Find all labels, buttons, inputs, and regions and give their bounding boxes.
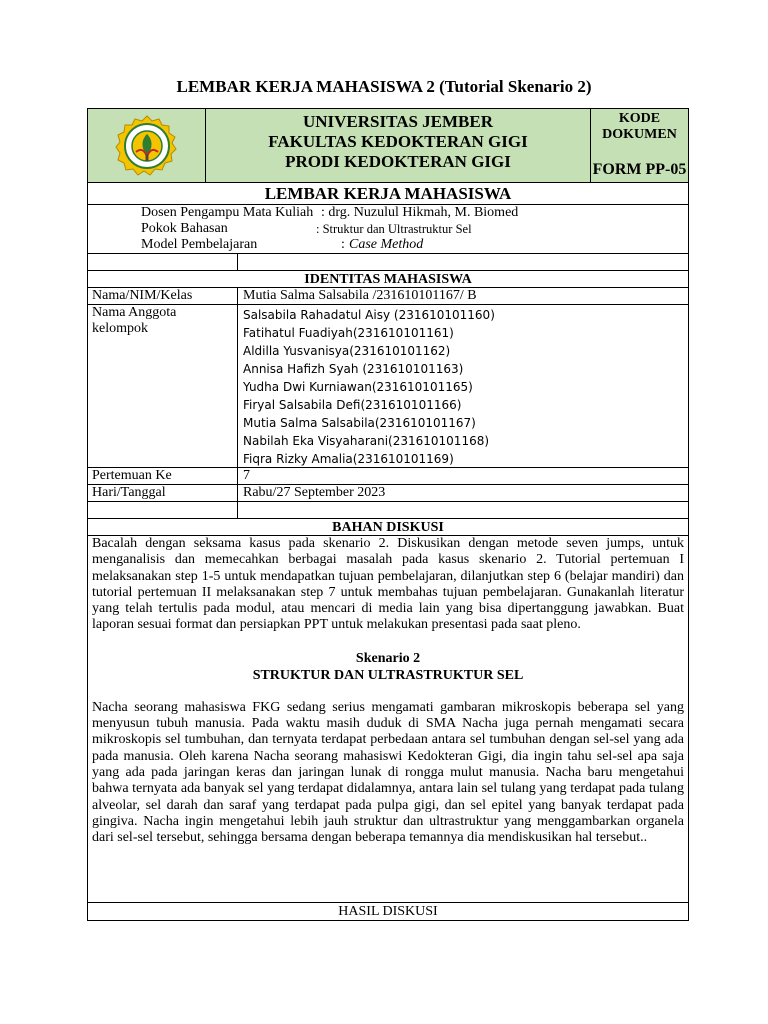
- learning-model-value: Case Method: [349, 237, 424, 252]
- student-name-row: [88, 288, 688, 305]
- date-row: [88, 485, 688, 502]
- topic-value: : Struktur dan Ultrastruktur Sel: [316, 222, 472, 236]
- list-item: Firyal Salsabila Defi(231610101166): [243, 398, 462, 412]
- document-code-cell: [591, 109, 688, 182]
- group-members-label-line-1: Nama Anggota: [92, 305, 177, 320]
- blank-cell-left: [88, 502, 238, 518]
- group-members-label-line-2: kelompok: [92, 321, 148, 336]
- identity-section-title: IDENTITAS MAHASISWA: [88, 271, 688, 288]
- topic-label: Pokok Bahasan: [141, 221, 228, 236]
- program-name: PRODI KEDOKTERAN GIGI: [285, 152, 511, 171]
- meeting-label: Pertemuan Ke: [88, 468, 238, 484]
- learning-model-line: [141, 237, 688, 253]
- universitas-jember-logo-icon: [114, 114, 180, 178]
- topic-line: [141, 221, 688, 237]
- course-info: [88, 205, 688, 254]
- blank-row: [88, 254, 688, 271]
- worksheet-form: [87, 108, 689, 921]
- list-item: Salsabila Rahadatul Aisy (231610101160): [243, 308, 495, 322]
- faculty-name: FAKULTAS KEDOKTERAN GIGI: [268, 132, 528, 151]
- discussion-material-content: [88, 536, 688, 903]
- student-name-value: Mutia Salma Salsabila /231610101167/ B: [243, 288, 477, 303]
- code-label-line-2: DOKUMEN: [602, 127, 677, 142]
- form-header: [88, 109, 688, 183]
- list-item: Fiqra Rizky Amalia(231610101169): [243, 452, 454, 466]
- document-title: LEMBAR KERJA MAHASISWA 2 (Tutorial Skenario 2): [176, 77, 592, 96]
- list-item: Annisa Hafizh Syah (231610101163): [243, 362, 464, 376]
- lecturer-value: : drg. Nuzulul Hikmah, M. Biomed: [321, 205, 519, 220]
- form-code: FORM PP-05: [592, 161, 687, 178]
- blank-row: [88, 502, 688, 519]
- list-item: Mutia Salma Salsabila(231610101167): [243, 416, 476, 430]
- learning-model-label: Model Pembelajaran: [141, 237, 258, 252]
- blank-cell-left: [88, 254, 238, 270]
- list-item: Aldilla Yusvanisya(231610101162): [243, 344, 451, 358]
- scenario-heading: [92, 650, 684, 684]
- date-label: Hari/Tanggal: [88, 485, 238, 501]
- university-name: UNIVERSITAS JEMBER: [302, 112, 494, 131]
- scenario-label: Skenario 2: [355, 650, 421, 666]
- discussion-results-title: HASIL DISKUSI: [338, 904, 438, 919]
- discussion-material-title: BAHAN DISKUSI: [88, 519, 688, 536]
- instructions-paragraph: Bacalah dengan seksama kasus pada skenario 2. Diskusikan dengan metode seven jumps, untuk menganalisis dan memecahkan berbagai masalah pada kasus skenario 2. Tutorial pertemuan I melaksanakan step 1-5 untuk mendapatkan tujuan pembelajaran, dilanjutkan step 6 (belajar mandiri) dan tutorial pertemuan II melaksanakan step 7 untuk membahas tujuan pembelajaran. Gunakanlah literatur yang telah tertulis pada modul, atau mencari di media lain yang bisa dipertanggung jawabkan. Buat laporan sesuai format dan persiapkan PPT untuk melakukan presentasi pada saat pleno.: [92, 536, 684, 633]
- logo-cell: [88, 109, 206, 182]
- scenario-title: STRUKTUR DAN ULTRASTRUKTUR SEL: [252, 667, 524, 683]
- student-name-label: Nama/NIM/Kelas: [88, 288, 238, 304]
- list-item: Nabilah Eka Visyaharani(231610101168): [243, 434, 490, 448]
- meeting-row: [88, 468, 688, 485]
- worksheet-title: LEMBAR KERJA MAHASISWA: [88, 183, 688, 205]
- scenario-story-paragraph: Nacha seorang mahasiswa FKG sedang serius mengamati gambaran mikroskopis beberapa sel yang menyusun tubuh manusia. Pada waktu masih duduk di SMA Nacha juga pernah mengamati secara mikroskopis sel tumbuhan, dan ternyata terdapat perbedaan antara sel tumbuhan dengan sel-sel yang ada pada manusia. Oleh karena Nacha seorang mahasiswi Kedokteran Gigi, dia ingin tahu sel-sel apa saja yang ada pada jaringan keras dan jaringan lunak di rongga mulut manusia. Nacha baru mengetahui bahwa ternyata ada banyak sel yang terdapat didalamnya, antara lain sel tulang yang terdapat pada tulang alveolar, sel darah dan saraf yang terdapat pada pulpa gigi, dan sel epitel yang banyak terdapat pada gingiva. Nacha ingin mengetahui lebih jauh struktur dan ultrastruktur yang menggambarkan organela dari sel-sel tersebut, sehingga bersama dengan beberapa temannya dia mendiskusikan hal tersebut..: [92, 699, 684, 846]
- university-cell: [206, 109, 591, 182]
- list-item: Yudha Dwi Kurniawan(231610101165): [243, 380, 473, 394]
- blank-cell-right: [238, 502, 688, 518]
- lecturer-label: Dosen Pengampu Mata Kuliah: [141, 205, 314, 220]
- group-members-list: [238, 305, 688, 467]
- date-value: Rabu/27 September 2023: [243, 485, 386, 500]
- blank-cell-right: [238, 254, 688, 270]
- code-label-line-1: KODE: [618, 111, 661, 126]
- group-members-row: [88, 305, 688, 468]
- list-item: Fatihatul Fuadiyah(231610101161): [243, 326, 454, 340]
- meeting-value: 7: [243, 468, 250, 483]
- lecturer-line: [141, 205, 688, 221]
- learning-model-colon: :: [341, 237, 345, 252]
- group-members-label: [88, 305, 238, 467]
